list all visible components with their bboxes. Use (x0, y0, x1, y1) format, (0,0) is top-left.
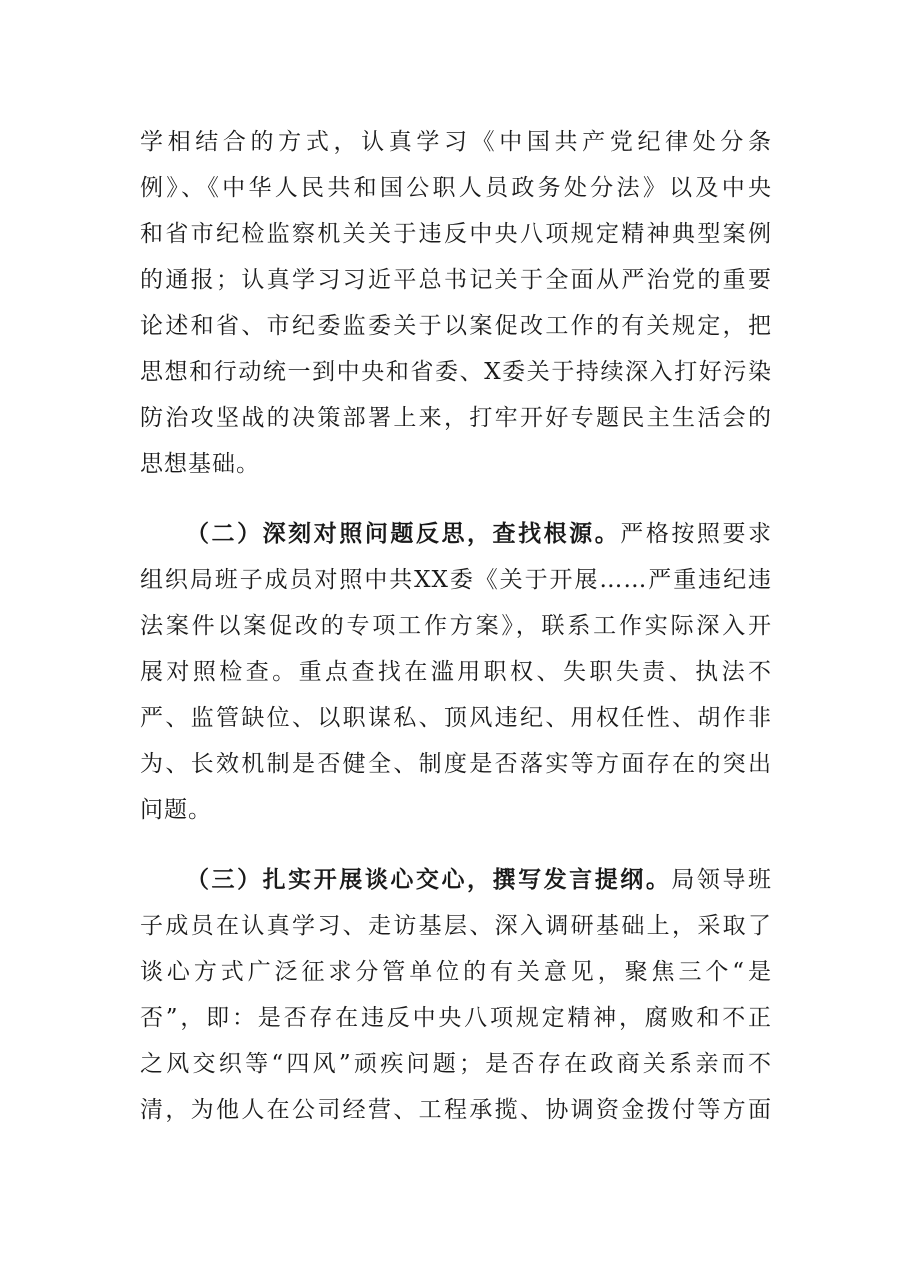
paragraph-1-line-4: 的通报；认真学习习近平总书记关于全面从严治党的重要 (140, 267, 772, 293)
paragraph-2-line-6: 为、长效机制是否健全、制度是否落实等方面存在的突出 (140, 751, 772, 777)
paragraph-1-line-1: 学相结合的方式，认真学习《中国共产党纪律处分条 (140, 129, 772, 155)
paragraph-2-first-line (186, 519, 772, 549)
paragraph-2-line-7: 问题。 (140, 797, 212, 823)
paragraph-3-line-3: 谈心方式广泛征求分管单位的有关意见，聚焦三个“是 (140, 959, 772, 985)
paragraph-3-first-line (186, 865, 772, 895)
paragraph-2-line-4: 展对照检查。重点查找在滥用职权、失职失责、执法不 (140, 659, 772, 685)
paragraph-1-line-3: 和省市纪检监察机关关于违反中央八项规定精神典型案例 (140, 221, 772, 247)
paragraph-1-line-6: 思想和行动统一到中央和省委、X委关于持续深入打好污染 (140, 359, 772, 385)
paragraph-3-first-line-text: 局领导班 (671, 867, 772, 893)
paragraph-2-first-line-text: 严格按照要求 (620, 521, 772, 547)
paragraph-2-line-5: 严、监管缺位、以职谋私、顶风违纪、用权任性、胡作非 (140, 705, 772, 731)
paragraph-3-line-4: 否”，即：是否存在违反中央八项规定精神，腐败和不正 (140, 1005, 772, 1031)
paragraph-1-line-2: 例》、《中华人民共和国公职人员政务处分法》以及中央 (140, 175, 772, 201)
paragraph-1-line-7: 防治攻坚战的决策部署上来，打牢开好专题民主生活会的 (140, 405, 772, 431)
paragraph-1-line-8: 思想基础。 (140, 451, 260, 477)
paragraph-1-line-5: 论述和省、市纪委监委关于以案促改工作的有关规定，把 (140, 313, 772, 339)
paragraph-2-line-3: 法案件以案促改的专项工作方案》，联系工作实际深入开 (140, 613, 772, 639)
paragraph-3-line-6: 清，为他人在公司经营、工程承揽、协调资金拨付等方面 (140, 1097, 772, 1123)
paragraph-3-line-2: 子成员在认真学习、走访基层、深入调研基础上，采取了 (140, 913, 772, 939)
paragraph-2-line-2: 组织局班子成员对照中共XX委《关于开展……严重违纪违 (140, 567, 772, 593)
paragraph-3-line-5: 之风交织等“四风”顽疾问题；是否存在政商关系亲而不 (140, 1051, 772, 1077)
section-heading-2: （二）深刻对照问题反思，查找根源。 (186, 520, 621, 547)
section-heading-3: （三）扎实开展谈心交心，撰写发言提纲。 (186, 866, 672, 893)
